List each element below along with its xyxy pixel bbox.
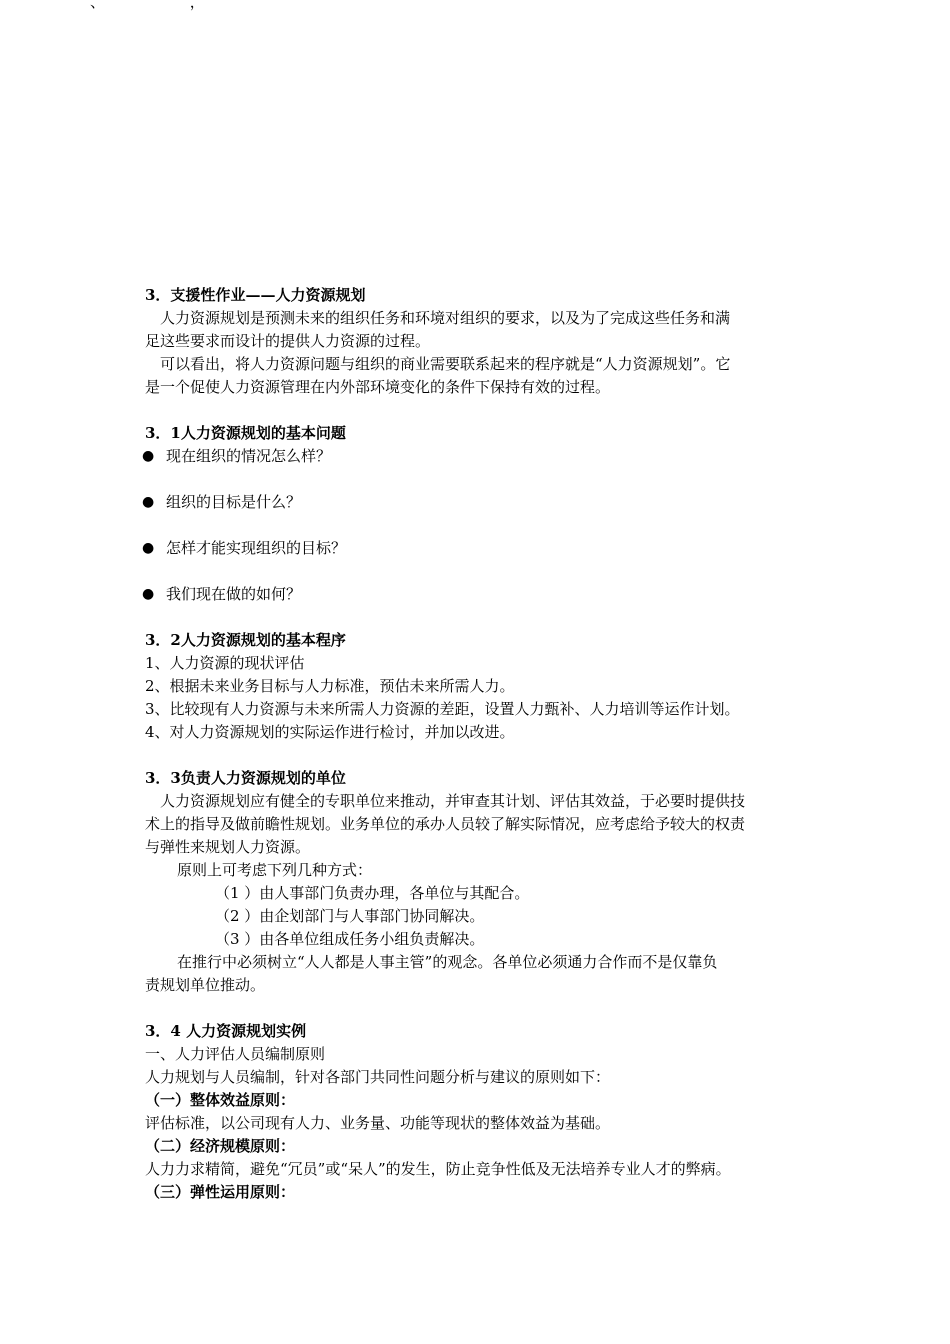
principle-2-text: 人力力求精简，避免“冗员”或“呆人”的发生，防止竞争性低及无法培养专业人才的弊病。 <box>145 1160 731 1178</box>
top-text-fragment: 、 ， <box>90 0 245 11</box>
section-3-3-para-line1: 人力资源规划应有健全的专职单位来推动，并审查其计划、评估其效益，于必要时提供技 <box>160 792 746 810</box>
section-3-2-item: 4、对人力资源规划的实际运作进行检讨，并加以改进。 <box>145 723 515 741</box>
section-3-3-option: （1 ）由人事部门负责办理，各单位与其配合。 <box>215 884 530 902</box>
bullet-dot-icon: ● <box>142 586 155 602</box>
principle-1-title: （一）整体效益原则： <box>145 1091 296 1109</box>
list-item <box>142 491 825 514</box>
section-3-para2-line2: 是一个促使人力资源管理在内外部环境变化的条件下保持有效的过程。 <box>145 378 611 396</box>
principle-1-text: 评估标准，以公司现有人力、业务量、功能等现状的整体效益为基础。 <box>145 1114 611 1132</box>
section-3-3-para-line2: 术上的指导及做前瞻性规划。业务单位的承办人员较了解实际情况，应考虑给予较大的权责 <box>145 815 746 833</box>
section-3-para1-line2: 足这些要求而设计的提供人力资源的过程。 <box>145 332 431 350</box>
section-3-4-subtitle: 一、人力评估人员编制原则 <box>145 1045 326 1063</box>
list-item-text: 现在组织的情况怎么样？ <box>166 447 332 465</box>
document-page <box>142 284 825 1204</box>
section-3-3-option: （2 ）由企划部门与人事部门协同解决。 <box>215 907 485 925</box>
section-3-3-closing-line1: 在推行中必须树立“人人都是人事主管”的观念。各单位必须通力合作而不是仅靠负 <box>177 953 718 971</box>
bullet-dot-icon: ● <box>142 540 155 556</box>
list-item <box>142 445 825 468</box>
section-3-3-principle-intro: 原则上可考虑下列几种方式： <box>177 861 373 879</box>
section-3-para1-line1: 人力资源规划是预测未来的组织任务和环境对组织的要求，以及为了完成这些任务和满 <box>160 309 731 327</box>
list-item-text: 我们现在做的如何？ <box>166 585 302 603</box>
section-3-title: 3．支援性作业——人力资源规划 <box>145 286 366 304</box>
section-3-2-item: 1、人力资源的现状评估 <box>145 654 305 672</box>
section-3-3-title: 3．3负责人力资源规划的单位 <box>145 769 346 787</box>
section-3-2-title: 3．2人力资源规划的基本程序 <box>145 631 346 649</box>
section-3-3-closing-line2: 责规划单位推动。 <box>145 976 266 994</box>
section-3-2-item: 2、根据未来业务目标与人力标准，预估未来所需人力。 <box>145 677 515 695</box>
bullet-dot-icon: ● <box>142 448 155 464</box>
list-item-text: 怎样才能实现组织的目标？ <box>166 539 347 557</box>
list-item-text: 组织的目标是什么？ <box>166 493 302 511</box>
bullet-dot-icon: ● <box>142 494 155 510</box>
section-3-1-title: 3．1人力资源规划的基本问题 <box>145 424 346 442</box>
list-item <box>142 583 825 606</box>
section-3-4-title: 3．4 人力资源规划实例 <box>145 1022 307 1040</box>
section-3-para2-line1: 可以看出，将人力资源问题与组织的商业需要联系起来的程序就是“人力资源规划”。它 <box>160 355 731 373</box>
principle-3-title: （三）弹性运用原则： <box>145 1183 296 1201</box>
section-3-3-option: （3 ）由各单位组成任务小组负责解决。 <box>215 930 485 948</box>
section-3-4-intro: 人力规划与人员编制，针对各部门共同性问题分析与建议的原则如下： <box>145 1068 611 1086</box>
list-item <box>142 537 825 560</box>
section-3-2-item: 3、比较现有人力资源与未来所需人力资源的差距，设置人力甄补、人力培训等运作计划。 <box>145 700 740 718</box>
section-3-3-para-line3: 与弹性来规划人力资源。 <box>145 838 311 856</box>
principle-2-title: （二）经济规模原则： <box>145 1137 296 1155</box>
